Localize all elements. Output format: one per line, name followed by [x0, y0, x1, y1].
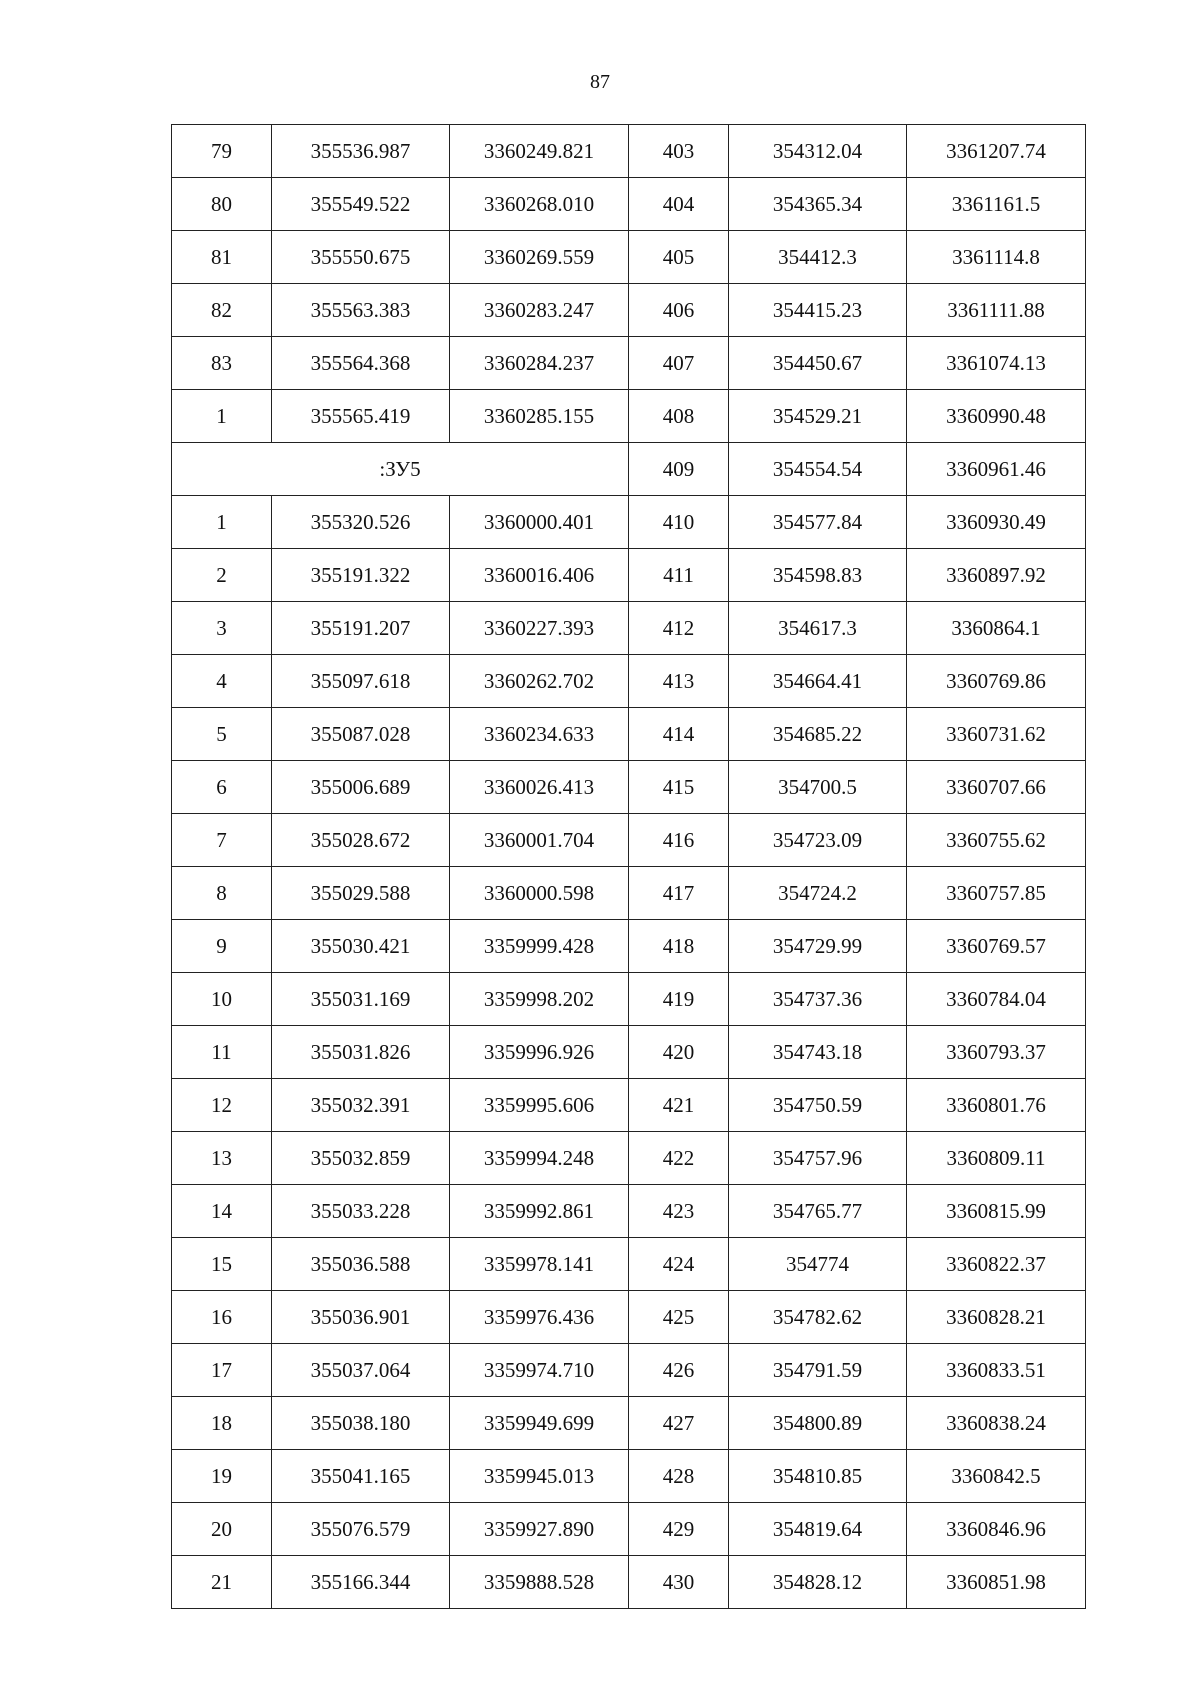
- left-x-coordinate-cell: 355036.588: [272, 1238, 450, 1291]
- right-y-coordinate-cell: 3361074.13: [907, 337, 1086, 390]
- left-point-number-cell: 13: [172, 1132, 272, 1185]
- left-x-coordinate-cell: 355030.421: [272, 920, 450, 973]
- left-x-coordinate-cell: 355028.672: [272, 814, 450, 867]
- left-point-number-cell: 16: [172, 1291, 272, 1344]
- left-point-number-cell: 6: [172, 761, 272, 814]
- table-row: [172, 814, 1086, 867]
- left-x-coordinate-cell: 355097.618: [272, 655, 450, 708]
- right-x-coordinate-cell: 354800.89: [729, 1397, 907, 1450]
- left-y-coordinate-cell: 3359994.248: [450, 1132, 629, 1185]
- left-point-number-cell: 12: [172, 1079, 272, 1132]
- right-y-coordinate-cell: 3360846.96: [907, 1503, 1086, 1556]
- left-point-number-cell: 1: [172, 496, 272, 549]
- left-point-number-cell: 79: [172, 125, 272, 178]
- right-point-number-cell: 417: [629, 867, 729, 920]
- left-point-number-cell: 17: [172, 1344, 272, 1397]
- table-row: [172, 708, 1086, 761]
- left-x-coordinate-cell: 355166.344: [272, 1556, 450, 1609]
- table-row: [172, 867, 1086, 920]
- left-point-number-cell: 20: [172, 1503, 272, 1556]
- left-y-coordinate-cell: 3359927.890: [450, 1503, 629, 1556]
- left-y-coordinate-cell: 3359976.436: [450, 1291, 629, 1344]
- table-row: [172, 390, 1086, 443]
- right-point-number-cell: 407: [629, 337, 729, 390]
- left-x-coordinate-cell: 355191.207: [272, 602, 450, 655]
- right-y-coordinate-cell: 3360838.24: [907, 1397, 1086, 1450]
- left-point-number-cell: 14: [172, 1185, 272, 1238]
- right-x-coordinate-cell: 354750.59: [729, 1079, 907, 1132]
- left-y-coordinate-cell: 3359999.428: [450, 920, 629, 973]
- left-x-coordinate-cell: 355033.228: [272, 1185, 450, 1238]
- left-y-coordinate-cell: 3359978.141: [450, 1238, 629, 1291]
- left-point-number-cell: 80: [172, 178, 272, 231]
- right-point-number-cell: 413: [629, 655, 729, 708]
- table-row: [172, 1397, 1086, 1450]
- right-y-coordinate-cell: 3360864.1: [907, 602, 1086, 655]
- left-x-coordinate-cell: 355032.391: [272, 1079, 450, 1132]
- right-point-number-cell: 426: [629, 1344, 729, 1397]
- right-y-coordinate-cell: 3360731.62: [907, 708, 1086, 761]
- left-point-number-cell: 11: [172, 1026, 272, 1079]
- left-x-coordinate-cell: 355550.675: [272, 231, 450, 284]
- right-point-number-cell: 409: [629, 443, 729, 496]
- left-point-number-cell: 4: [172, 655, 272, 708]
- left-x-coordinate-cell: 355564.368: [272, 337, 450, 390]
- right-x-coordinate-cell: 354828.12: [729, 1556, 907, 1609]
- right-y-coordinate-cell: 3360990.48: [907, 390, 1086, 443]
- left-point-number-cell: 83: [172, 337, 272, 390]
- right-point-number-cell: 428: [629, 1450, 729, 1503]
- table-row: [172, 1185, 1086, 1238]
- right-point-number-cell: 423: [629, 1185, 729, 1238]
- right-point-number-cell: 420: [629, 1026, 729, 1079]
- right-y-coordinate-cell: 3360815.99: [907, 1185, 1086, 1238]
- left-y-coordinate-cell: 3360016.406: [450, 549, 629, 602]
- right-x-coordinate-cell: 354554.54: [729, 443, 907, 496]
- right-x-coordinate-cell: 354774: [729, 1238, 907, 1291]
- left-x-coordinate-cell: 355320.526: [272, 496, 450, 549]
- right-x-coordinate-cell: 354819.64: [729, 1503, 907, 1556]
- left-x-coordinate-cell: 355032.859: [272, 1132, 450, 1185]
- left-y-coordinate-cell: 3360000.598: [450, 867, 629, 920]
- table-row: [172, 1450, 1086, 1503]
- table-row: [172, 337, 1086, 390]
- right-y-coordinate-cell: 3360757.85: [907, 867, 1086, 920]
- right-point-number-cell: 411: [629, 549, 729, 602]
- right-y-coordinate-cell: 3360707.66: [907, 761, 1086, 814]
- right-point-number-cell: 404: [629, 178, 729, 231]
- table-row: [172, 178, 1086, 231]
- left-point-number-cell: 1: [172, 390, 272, 443]
- right-point-number-cell: 416: [629, 814, 729, 867]
- left-point-number-cell: 15: [172, 1238, 272, 1291]
- right-y-coordinate-cell: 3360769.86: [907, 655, 1086, 708]
- right-y-coordinate-cell: 3361111.88: [907, 284, 1086, 337]
- right-point-number-cell: 430: [629, 1556, 729, 1609]
- table-row: [172, 761, 1086, 814]
- table-row: [172, 1503, 1086, 1556]
- right-point-number-cell: 406: [629, 284, 729, 337]
- right-y-coordinate-cell: 3360961.46: [907, 443, 1086, 496]
- left-point-number-cell: 8: [172, 867, 272, 920]
- right-point-number-cell: 412: [629, 602, 729, 655]
- right-x-coordinate-cell: 354743.18: [729, 1026, 907, 1079]
- right-x-coordinate-cell: 354685.22: [729, 708, 907, 761]
- right-y-coordinate-cell: 3361161.5: [907, 178, 1086, 231]
- left-x-coordinate-cell: 355029.588: [272, 867, 450, 920]
- left-point-number-cell: 18: [172, 1397, 272, 1450]
- left-x-coordinate-cell: 355031.169: [272, 973, 450, 1026]
- right-x-coordinate-cell: 354723.09: [729, 814, 907, 867]
- right-x-coordinate-cell: 354312.04: [729, 125, 907, 178]
- right-point-number-cell: 429: [629, 1503, 729, 1556]
- table-row: [172, 231, 1086, 284]
- right-x-coordinate-cell: 354450.67: [729, 337, 907, 390]
- right-y-coordinate-cell: 3361114.8: [907, 231, 1086, 284]
- left-y-coordinate-cell: 3359888.528: [450, 1556, 629, 1609]
- left-y-coordinate-cell: 3359949.699: [450, 1397, 629, 1450]
- right-y-coordinate-cell: 3360809.11: [907, 1132, 1086, 1185]
- right-point-number-cell: 419: [629, 973, 729, 1026]
- right-y-coordinate-cell: 3360801.76: [907, 1079, 1086, 1132]
- left-y-coordinate-cell: 3359995.606: [450, 1079, 629, 1132]
- right-y-coordinate-cell: 3360930.49: [907, 496, 1086, 549]
- coordinates-table: [171, 124, 1086, 1609]
- right-x-coordinate-cell: 354617.3: [729, 602, 907, 655]
- table-row: [172, 655, 1086, 708]
- right-point-number-cell: 414: [629, 708, 729, 761]
- left-y-coordinate-cell: 3360285.155: [450, 390, 629, 443]
- right-x-coordinate-cell: 354791.59: [729, 1344, 907, 1397]
- left-y-coordinate-cell: 3359974.710: [450, 1344, 629, 1397]
- table-row: [172, 496, 1086, 549]
- right-x-coordinate-cell: 354810.85: [729, 1450, 907, 1503]
- left-y-coordinate-cell: 3360249.821: [450, 125, 629, 178]
- right-y-coordinate-cell: 3360822.37: [907, 1238, 1086, 1291]
- right-x-coordinate-cell: 354737.36: [729, 973, 907, 1026]
- table-row: [172, 1079, 1086, 1132]
- left-x-coordinate-cell: 355191.322: [272, 549, 450, 602]
- left-x-coordinate-cell: 355037.064: [272, 1344, 450, 1397]
- table-row: [172, 1026, 1086, 1079]
- right-point-number-cell: 427: [629, 1397, 729, 1450]
- left-y-coordinate-cell: 3360284.237: [450, 337, 629, 390]
- left-x-coordinate-cell: 355563.383: [272, 284, 450, 337]
- right-x-coordinate-cell: 354729.99: [729, 920, 907, 973]
- left-y-coordinate-cell: 3359945.013: [450, 1450, 629, 1503]
- left-x-coordinate-cell: 355041.165: [272, 1450, 450, 1503]
- right-x-coordinate-cell: 354724.2: [729, 867, 907, 920]
- right-y-coordinate-cell: 3360897.92: [907, 549, 1086, 602]
- left-point-number-cell: 19: [172, 1450, 272, 1503]
- table-row: [172, 1238, 1086, 1291]
- right-y-coordinate-cell: 3360842.5: [907, 1450, 1086, 1503]
- left-y-coordinate-cell: 3360001.704: [450, 814, 629, 867]
- table-row: [172, 920, 1086, 973]
- table-row: [172, 125, 1086, 178]
- right-x-coordinate-cell: 354577.84: [729, 496, 907, 549]
- right-y-coordinate-cell: 3361207.74: [907, 125, 1086, 178]
- right-x-coordinate-cell: 354529.21: [729, 390, 907, 443]
- right-x-coordinate-cell: 354765.77: [729, 1185, 907, 1238]
- table-row: [172, 443, 1086, 496]
- right-x-coordinate-cell: 354757.96: [729, 1132, 907, 1185]
- left-x-coordinate-cell: 355549.522: [272, 178, 450, 231]
- right-x-coordinate-cell: 354782.62: [729, 1291, 907, 1344]
- table-row: [172, 973, 1086, 1026]
- right-x-coordinate-cell: 354598.83: [729, 549, 907, 602]
- right-y-coordinate-cell: 3360833.51: [907, 1344, 1086, 1397]
- left-y-coordinate-cell: 3359998.202: [450, 973, 629, 1026]
- table-row: [172, 602, 1086, 655]
- left-point-number-cell: 3: [172, 602, 272, 655]
- right-y-coordinate-cell: 3360784.04: [907, 973, 1086, 1026]
- page-number: 87: [590, 71, 610, 93]
- right-y-coordinate-cell: 3360828.21: [907, 1291, 1086, 1344]
- left-y-coordinate-cell: 3359996.926: [450, 1026, 629, 1079]
- left-x-coordinate-cell: 355536.987: [272, 125, 450, 178]
- table-row: [172, 549, 1086, 602]
- left-point-number-cell: 10: [172, 973, 272, 1026]
- right-x-coordinate-cell: 354664.41: [729, 655, 907, 708]
- right-point-number-cell: 410: [629, 496, 729, 549]
- table-row: [172, 284, 1086, 337]
- right-point-number-cell: 424: [629, 1238, 729, 1291]
- left-y-coordinate-cell: 3360026.413: [450, 761, 629, 814]
- right-point-number-cell: 403: [629, 125, 729, 178]
- left-point-number-cell: 7: [172, 814, 272, 867]
- right-y-coordinate-cell: 3360769.57: [907, 920, 1086, 973]
- left-point-number-cell: 9: [172, 920, 272, 973]
- left-y-coordinate-cell: 3360268.010: [450, 178, 629, 231]
- table-row: [172, 1132, 1086, 1185]
- right-point-number-cell: 422: [629, 1132, 729, 1185]
- left-x-coordinate-cell: 355038.180: [272, 1397, 450, 1450]
- right-y-coordinate-cell: 3360793.37: [907, 1026, 1086, 1079]
- right-y-coordinate-cell: 3360755.62: [907, 814, 1086, 867]
- table-row: [172, 1291, 1086, 1344]
- table-row: [172, 1556, 1086, 1609]
- right-x-coordinate-cell: 354700.5: [729, 761, 907, 814]
- left-y-coordinate-cell: 3360269.559: [450, 231, 629, 284]
- right-y-coordinate-cell: 3360851.98: [907, 1556, 1086, 1609]
- coordinates-table-body: [172, 125, 1086, 1609]
- left-x-coordinate-cell: 355076.579: [272, 1503, 450, 1556]
- left-point-number-cell: 81: [172, 231, 272, 284]
- right-point-number-cell: 408: [629, 390, 729, 443]
- left-y-coordinate-cell: 3360283.247: [450, 284, 629, 337]
- right-x-coordinate-cell: 354412.3: [729, 231, 907, 284]
- left-x-coordinate-cell: 355087.028: [272, 708, 450, 761]
- right-point-number-cell: 418: [629, 920, 729, 973]
- right-point-number-cell: 421: [629, 1079, 729, 1132]
- left-point-number-cell: 21: [172, 1556, 272, 1609]
- table-row: [172, 1344, 1086, 1397]
- left-point-number-cell: 82: [172, 284, 272, 337]
- left-point-number-cell: 2: [172, 549, 272, 602]
- left-y-coordinate-cell: 3360234.633: [450, 708, 629, 761]
- left-point-number-cell: 5: [172, 708, 272, 761]
- left-x-coordinate-cell: 355565.419: [272, 390, 450, 443]
- right-point-number-cell: 405: [629, 231, 729, 284]
- left-x-coordinate-cell: 355036.901: [272, 1291, 450, 1344]
- right-point-number-cell: 425: [629, 1291, 729, 1344]
- right-x-coordinate-cell: 354365.34: [729, 178, 907, 231]
- left-y-coordinate-cell: 3359992.861: [450, 1185, 629, 1238]
- left-y-coordinate-cell: 3360000.401: [450, 496, 629, 549]
- left-x-coordinate-cell: 355031.826: [272, 1026, 450, 1079]
- right-point-number-cell: 415: [629, 761, 729, 814]
- right-x-coordinate-cell: 354415.23: [729, 284, 907, 337]
- left-y-coordinate-cell: 3360262.702: [450, 655, 629, 708]
- left-x-coordinate-cell: 355006.689: [272, 761, 450, 814]
- left-y-coordinate-cell: 3360227.393: [450, 602, 629, 655]
- section-label-cell: :ЗУ5: [172, 443, 629, 496]
